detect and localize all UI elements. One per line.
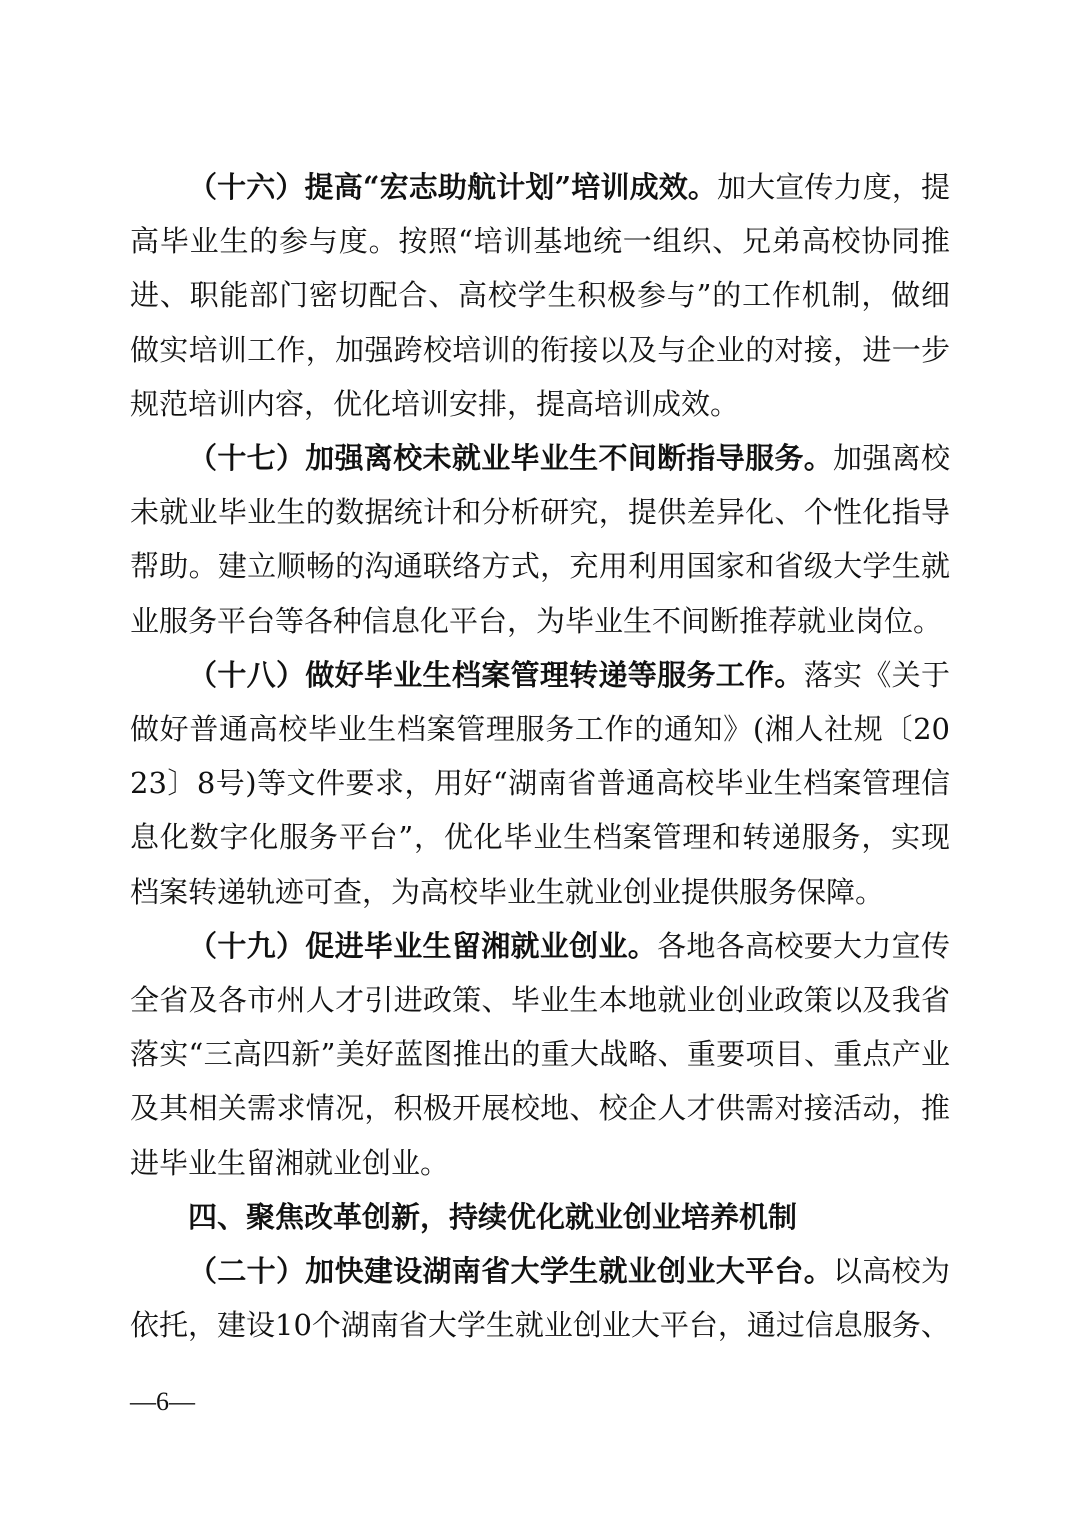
paragraph-16-lead: （十六）提高“宏志助航计划”培训成效。 bbox=[188, 170, 717, 204]
paragraph-16-text: 加大宣传力度，提高毕业生的参与度。按照“培训基地统一组织、兄弟高校协同推进、职能部门密切配合、高校学生积极参与”的工作机制，做细做实培训工作，加强跨校培训的衔接以及与企业的对接，进一步规范培训内容，优化培训安排，提高培训成效。 bbox=[130, 170, 950, 421]
paragraph-19-text: 各地各高校要大力宣传全省及各市州人才引进政策、毕业生本地就业创业政策以及我省落实“三高四新”美好蓝图推出的重大战略、重要项目、重点产业及其相关需求情况，积极开展校地、校企人才供需对接活动，推进毕业生留湘就业创业。 bbox=[130, 928, 950, 1180]
paragraph-18-lead: （十八）做好毕业生档案管理转递等服务工作。 bbox=[188, 657, 804, 692]
page-number: —6— bbox=[130, 1387, 195, 1416]
section-heading: 四、聚焦改革创新，持续优化就业创业培养机制 bbox=[188, 1199, 798, 1234]
paragraph-18 bbox=[130, 648, 950, 919]
paragraph-18-text: 落实《关于做好普通高校毕业生档案管理服务工作的通知》(湘人社规〔2023〕8号)等文件要求，用好“湖南省普通高校毕业生档案管理信息化数字化服务平台”，优化毕业生档案管理和转递服务，实现档案转递轨迹可查，为高校毕业生就业创业提供服务保障。 bbox=[130, 657, 950, 909]
paragraph-19-lead: （十九）促进毕业生留湘就业创业。 bbox=[188, 928, 658, 963]
paragraph-20 bbox=[130, 1244, 950, 1352]
paragraph-17 bbox=[130, 431, 950, 648]
document-page bbox=[130, 160, 950, 1352]
paragraph-20-text: 以高校为依托，建设10个湖南省大学生就业创业大平台，通过信息服务、 bbox=[130, 1254, 950, 1343]
paragraph-16 bbox=[130, 160, 950, 431]
paragraph-17-lead: （十七）加强离校未就业毕业生不间断指导服务。 bbox=[188, 441, 834, 476]
paragraph-17-text: 加强离校未就业毕业生的数据统计和分析研究，提供差异化、个性化指导帮助。建立顺畅的沟通联络方式，充用利用国家和省级大学生就业服务平台等各种信息化平台，为毕业生不间断推荐就业岗位。 bbox=[130, 441, 950, 638]
paragraph-20-lead: （二十）加快建设湖南省大学生就业创业大平台。 bbox=[188, 1254, 834, 1289]
paragraph-19 bbox=[130, 919, 950, 1190]
